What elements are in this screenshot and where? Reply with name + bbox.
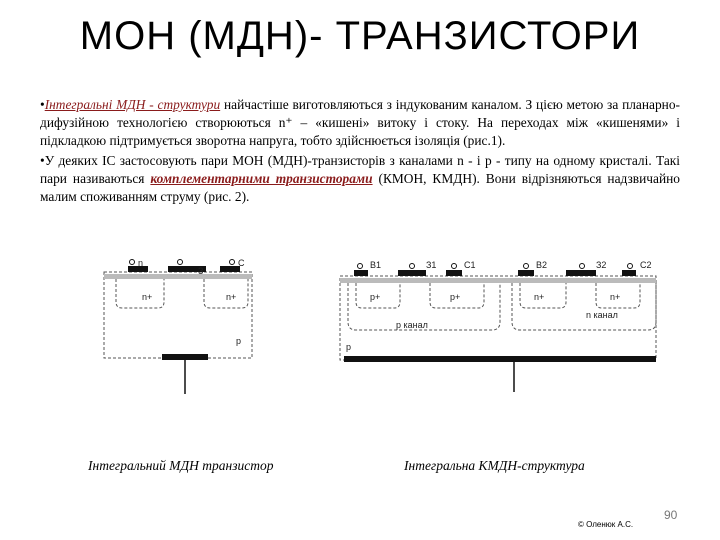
label-p-right: p+ — [450, 292, 461, 302]
b1-terminal — [358, 264, 363, 269]
substrate-outline — [104, 272, 252, 358]
label-b2: B2 — [536, 260, 548, 270]
label-substrate: p — [346, 342, 352, 352]
label-n-pocket: n канал — [586, 310, 618, 320]
c1-terminal — [452, 264, 457, 269]
caption-right: Інтегральна КМДН-структура — [404, 458, 585, 473]
b1-contact — [354, 270, 368, 276]
gate-terminal — [178, 260, 183, 265]
b2-terminal — [524, 264, 529, 269]
term-complementary: комплементарними транзисторами — [150, 171, 373, 186]
paragraph-1-text: найчастіше виготовляються з індукованим каналом. З цією метою за планарно-дифузійною технологією створюються n⁺ – «кишені» витоку і стоку. На переходах між «кишенями» і підкладкою підтримується зворотна напруга, тобто здійснюється ізоляція (рис.1). — [40, 97, 680, 148]
substrate-electrode — [344, 356, 656, 362]
oxide-layer — [104, 274, 252, 279]
label-b1: B1 — [370, 260, 382, 270]
label-source: n — [138, 258, 144, 268]
paragraph-2-text: (КМОН, КМДН). Вони відрізняються надзвичайно малим споживанням струму (рис. 2). — [40, 171, 680, 204]
mdn-transistor-diagram — [96, 250, 266, 400]
label-pocket-right: n+ — [226, 292, 237, 302]
paragraph-2-intro: •У деяких ІС застосовують пари МОН (МДН)-транзисторів з каналами n - і p - типу на одному кристалі. Такі пари називаються — [40, 153, 680, 186]
label-z1: З1 — [426, 260, 437, 270]
c2-contact — [622, 270, 636, 276]
label-c2: C2 — [640, 260, 652, 270]
paragraph-2 — [40, 152, 680, 206]
caption-left: Інтегральний МДН транзистор — [88, 458, 274, 473]
label-drain: C — [238, 258, 245, 268]
gate-1-electrode — [398, 270, 426, 276]
kmdn-structure-diagram — [334, 246, 664, 396]
label-n-right: n+ — [610, 292, 621, 302]
label-p-left: p+ — [370, 292, 381, 302]
page-number: 90 — [664, 508, 678, 522]
substrate-electrode — [162, 354, 208, 360]
label-n-left: n+ — [534, 292, 545, 302]
label-pocket-left: n+ — [142, 292, 153, 302]
c1-contact — [446, 270, 462, 276]
copyright: © Оленюк А.С. — [578, 520, 634, 529]
z2-terminal — [580, 264, 585, 269]
oxide-layer — [340, 278, 656, 283]
z1-terminal — [410, 264, 415, 269]
bullet: • — [40, 97, 45, 112]
c2-terminal — [628, 264, 633, 269]
body-text — [40, 96, 680, 208]
label-z2: З2 — [596, 260, 607, 270]
drain-terminal — [230, 260, 235, 265]
label-substrate: p — [236, 336, 242, 346]
b2-contact — [518, 270, 534, 276]
term-integral-mdn: Інтегральні МДН - структури — [44, 97, 221, 112]
slide-title: МОН (МДН)- ТРАНЗИСТОРИ — [79, 14, 641, 58]
gate-2-electrode — [566, 270, 596, 276]
label-p-pocket: p канал — [396, 320, 428, 330]
paragraph-1 — [40, 96, 680, 150]
label-c1: C1 — [464, 260, 476, 270]
drain-contact — [220, 266, 240, 272]
source-terminal — [130, 260, 135, 265]
label-gate: З — [198, 266, 204, 276]
